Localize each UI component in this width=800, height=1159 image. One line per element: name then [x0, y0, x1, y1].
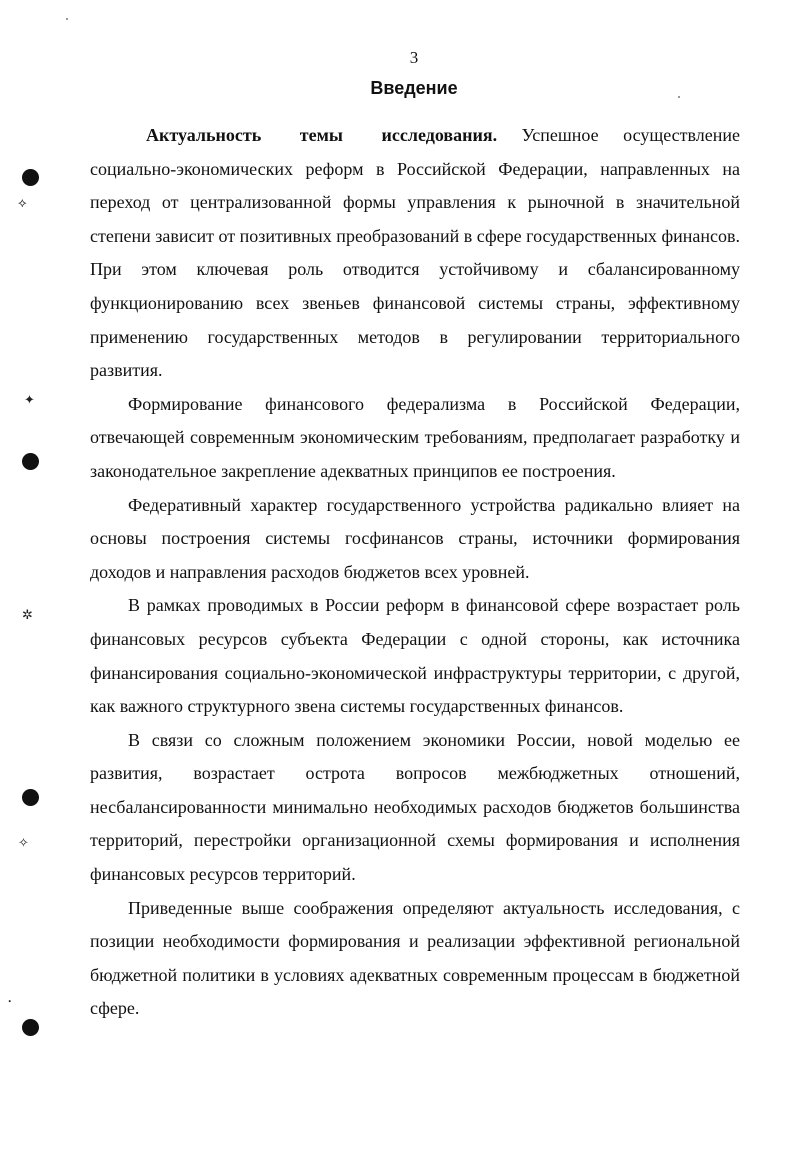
- paragraph-text: Успешное осуществление социально-экономических реформ в Российской Федерации, направленных на переход от централизованной формы управления к рыночной в значительной степени зависит от позитивных преобразований в сфере государственных финансов. При этом ключевая роль отводится устойчивому и сбалансированному функционированию всех звеньев финансовой системы страны, эффективному применению государственных методов в регулировании территориального развития.: [90, 125, 740, 381]
- page-title: Введение: [370, 78, 458, 98]
- paragraph-4: В рамках проводимых в России реформ в финансовой сфере возрастает роль финансовых ресурсов субъекта Федерации с одной стороны, как источника финансирования социально-экономической инфраструктуры территории, с другой, как важного структурного звена системы государственных финансов.: [90, 595, 740, 717]
- page-number: 3: [409, 48, 419, 67]
- scan-dot: [678, 96, 680, 98]
- paragraph-lead: Актуальность темы исследования.: [146, 125, 498, 145]
- scan-dot: [66, 18, 68, 20]
- paragraph-6: Приведенные выше соображения определяют актуальность исследования, с позиции необходимости формирования и реализации эффективной региональной бюджетной политики в условиях адекватных современным процессам в бюджетной сфере.: [90, 897, 740, 1019]
- scan-mark: ⟡: [18, 196, 27, 211]
- scan-mark: ✲: [22, 608, 33, 623]
- paragraph-3: Федеративный характер государственного устройства радикально влияет на основы построения системы госфинансов страны, источники формирования доходов и направления расходов бюджетов всех уровней.: [90, 494, 740, 582]
- scan-mark: ✦: [24, 393, 35, 408]
- binding-hole: [22, 1019, 39, 1036]
- scan-mark: ✧: [18, 836, 29, 851]
- paragraph-2: Формирование финансового федерализма в Российской Федерации, отвечающей современным экономическим требованиям, предполагает разработку и законодательное закрепление адекватных принципов ее построения.: [90, 393, 740, 481]
- binding-hole: [22, 789, 39, 806]
- scan-mark: ꞏ: [8, 995, 12, 1008]
- binding-hole: [22, 453, 39, 470]
- paragraph-5: В связи со сложным положением экономики России, новой моделью ее развития, возрастает острота вопросов межбюджетных отношений, несбалансированности минимально необходимых расходов бюджетов большинства территорий, перестройки организационной схемы формирования и исполнения финансовых ресурсов территорий.: [90, 729, 740, 885]
- document-body: [90, 119, 740, 1026]
- binding-hole: [22, 169, 39, 186]
- paragraph-1: [90, 119, 740, 388]
